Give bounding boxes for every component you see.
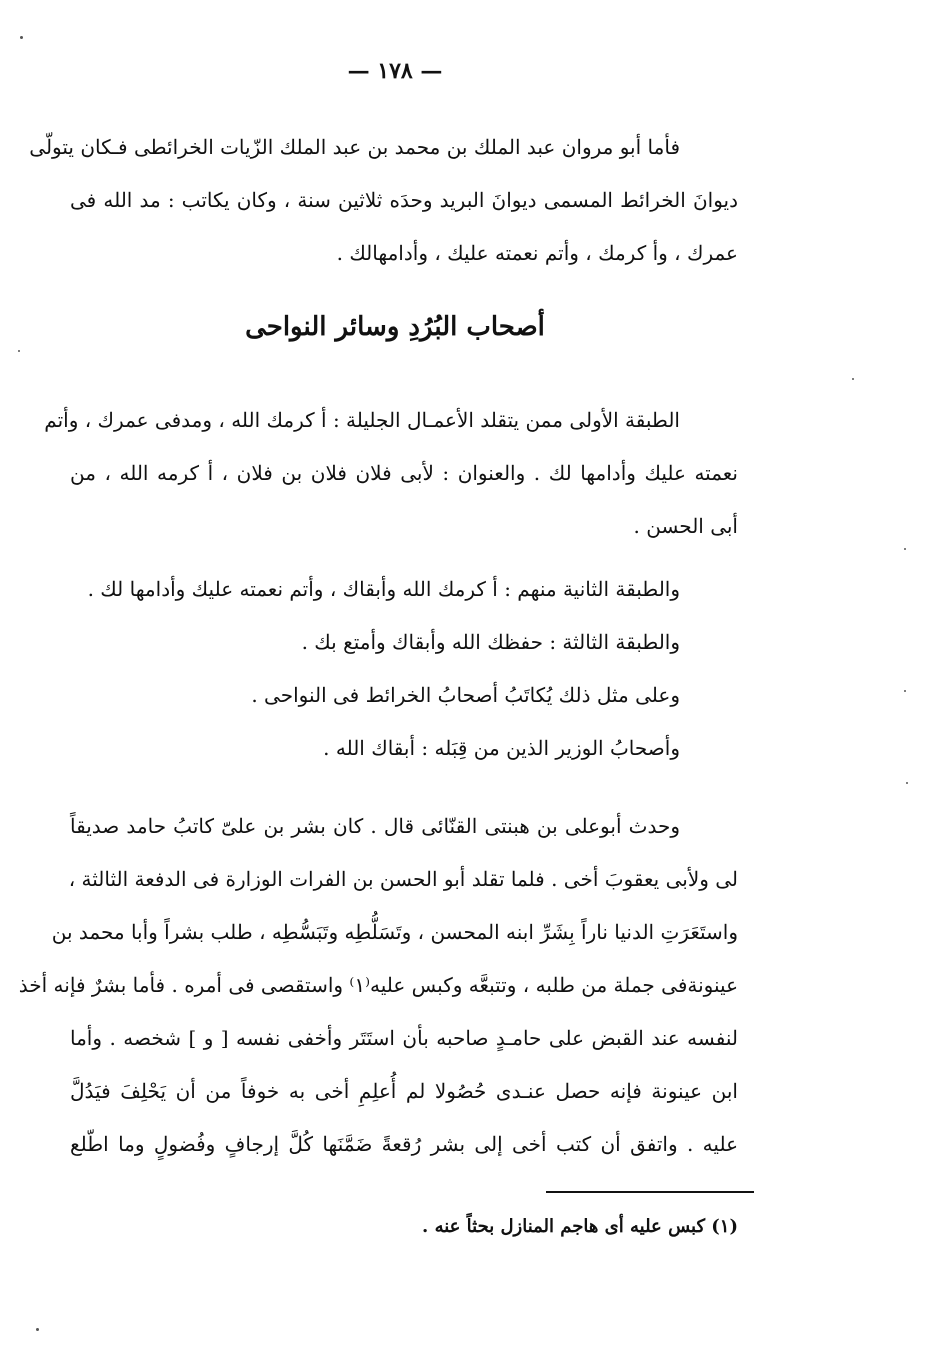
text-line: أبى الحسن . (633, 514, 738, 538)
scan-speck (904, 548, 906, 550)
footnote: (١) كبس عليه أى هاجم المنازل بحثاً عنه . (422, 1216, 738, 1237)
paragraph-zayyat (29, 121, 738, 280)
scan-speck (906, 782, 908, 784)
text-line: ابن عينونة فإنه حصل عنـدى حُصُولا لم أُعلِمِ أخى به خوفاً من أن يَحْلِفَ فيَدُلَّ (70, 1079, 738, 1103)
scan-speck (36, 1328, 39, 1331)
text-line: وأصحابُ الوزير الذين من قِبَله : أبقاك الله . (323, 736, 680, 760)
paragraph-tiers (70, 563, 738, 775)
scan-speck (904, 690, 906, 692)
text-line: عمرك ، وأ كرمك ، وأتم نعمته عليك ، وأدامهالك . (336, 241, 738, 265)
text-line: والطبقة الثانية منهم : أ كرمك الله وأبقاك ، وأتم نعمته عليك وأدامها لك . (87, 577, 680, 601)
scan-speck (18, 350, 20, 352)
text-line: نعمته عليك وأدامها لك . والعنوان : لأبى فلان فلان بن فلان ، أ كرمه الله ، من (70, 461, 738, 485)
scan-speck (20, 36, 23, 39)
text-line: والطبقة الثالثة : حفظك الله وأبقاك وأمتع بك . (301, 630, 680, 654)
scan-speck (852, 378, 854, 380)
text-line: ديوانَ الخرائط المسمى ديوانَ البريد وحدَه ثلاثين سنة ، وكان يكاتب : مد الله فى (70, 188, 738, 212)
text-line: عينونةفى جملة من طلبه ، وتتبعَّه وكبس عليه⁽١⁾ واستقصى فى أمره . فأما بشرٌ فإنه أخذ (18, 973, 738, 997)
text-line: واستَعَرَتِ الدنيا ناراً بِشَرِّ ابنه المحسن ، وتَسَلُّطِه وتَبَسُّطِه ، طلب بشراً وأبا محمد بن (51, 920, 738, 944)
paragraph-first-tier (44, 394, 738, 553)
text-line: لى ولأبى يعقوبَ أخى . فلما تقلد أبو الحسن بن الفرات الوزارة فى الدفعة الثالثة ، (68, 867, 738, 891)
text-line: عليه . واتفق أن كتب أخى إلى بشر رُقعةً ضَمَّنَها كُلَّ إرجافٍ وفُضولٍ وما اطّلع (70, 1132, 738, 1156)
footnote-divider (546, 1191, 754, 1193)
text-line: لنفسه عند القبض على حامـدٍ صاحبه بأن استَتَر وأخفى نفسه [ و ] شخصه . وأما (70, 1026, 738, 1050)
section-heading: أصحاب البُرُدِ وسائر النواحى (245, 312, 545, 342)
paragraph-narrative (18, 800, 738, 1171)
text-line: الطبقة الأولى ممن يتقلد الأعمـال الجليلة : أ كرمك الله ، ومدفى عمرك ، وأتم (44, 408, 680, 432)
page-number: — ١٧٨ — (347, 58, 443, 84)
text-line: وحدث أبوعلى بن هبنتى القنّائى قال . كان بشر بن علىّ كاتبُ حامد صديقاً (70, 814, 680, 838)
text-line: فأما أبو مروان عبد الملك بن محمد بن عبد الملك الزّيات الخرائطى فـكان يتولّى (29, 135, 680, 159)
text-line: وعلى مثل ذلك يُكاتَبُ أصحابُ الخرائط فى النواحى . (251, 683, 680, 707)
